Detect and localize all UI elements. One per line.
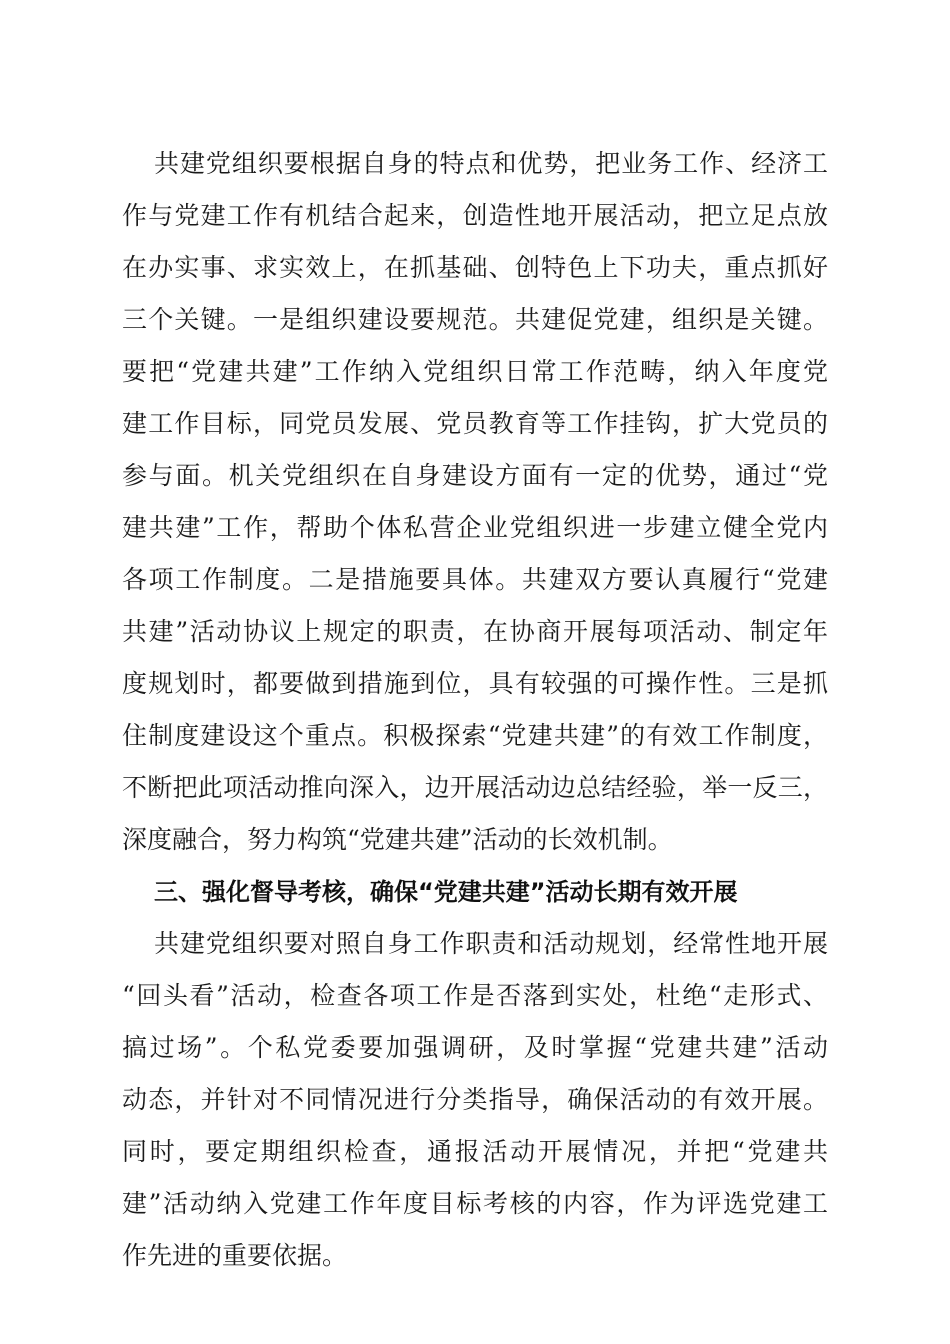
paragraph-1-line-1: 共建党组织要根据自身的特点和优势，把业务工作、经济工 — [154, 149, 828, 178]
paragraph-1-line-9: 各项工作制度。二是措施要具体。共建双方要认真履行“党建 — [122, 565, 828, 594]
section-3-heading: 三、强化督导考核，确保“党建共建”活动长期有效开展 — [154, 878, 738, 906]
paragraph-1-line-3: 在办实事、求实效上，在抓基础、创特色上下功夫，重点抓好 — [122, 253, 828, 282]
section-3-line-3: 搞过场”。个私党委要加强调研，及时掌握“党建共建”活动 — [122, 1033, 828, 1062]
paragraph-1-line-5: 要把“党建共建”工作纳入党组织日常工作范畴，纳入年度党 — [122, 357, 828, 386]
section-3-line-5: 同时，要定期组织检查，通报活动开展情况，并把“党建共 — [122, 1137, 828, 1166]
paragraph-1-line-12: 住制度建设这个重点。积极探索“党建共建”的有效工作制度， — [122, 721, 828, 750]
paragraph-1-line-7: 参与面。机关党组织在自身建设方面有一定的优势，通过“党 — [122, 461, 828, 490]
paragraph-1-line-13: 不断把此项活动推向深入，边开展活动边总结经验，举一反三， — [122, 773, 828, 802]
section-3-line-7: 作先进的重要依据。 — [122, 1241, 348, 1270]
paragraph-1-line-14: 深度融合，努力构筑“党建共建”活动的长效机制。 — [122, 825, 673, 854]
section-3-line-6: 建”活动纳入党建工作年度目标考核的内容，作为评选党建工 — [122, 1189, 828, 1218]
paragraph-1-line-6: 建工作目标，同党员发展、党员教育等工作挂钩，扩大党员的 — [122, 409, 828, 438]
paragraph-1-line-2: 作与党建工作有机结合起来，创造性地开展活动，把立足点放 — [122, 201, 828, 230]
paragraph-1-line-4: 三个关键。一是组织建设要规范。共建促党建，组织是关键。 — [122, 305, 828, 334]
section-3-line-4: 动态，并针对不同情况进行分类指导，确保活动的有效开展。 — [122, 1085, 828, 1114]
section-3-line-1: 共建党组织要对照自身工作职责和活动规划，经常性地开展 — [154, 929, 828, 958]
section-3-line-2: “回头看”活动，检查各项工作是否落到实处，杜绝“走形式、 — [122, 981, 828, 1010]
paragraph-1-line-10: 共建”活动协议上规定的职责，在协商开展每项活动、制定年 — [122, 617, 828, 646]
paragraph-1-line-11: 度规划时，都要做到措施到位，具有较强的可操作性。三是抓 — [122, 669, 828, 698]
paragraph-1-line-8: 建共建”工作，帮助个体私营企业党组织进一步建立健全党内 — [122, 513, 828, 542]
